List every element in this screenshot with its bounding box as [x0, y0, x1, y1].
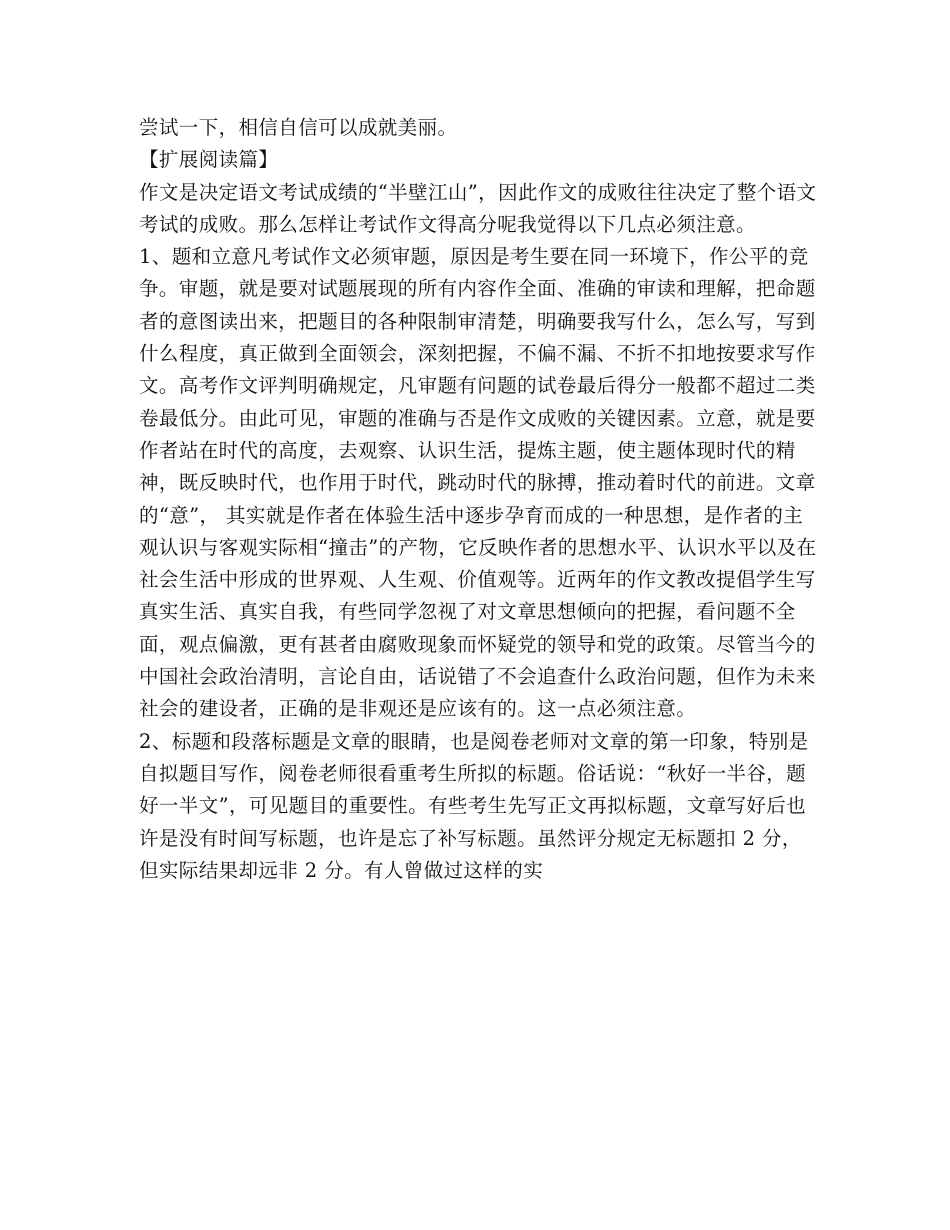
- paragraph: 作文是决定语文考试成绩的“半壁江山”，因此作文的成败往往决定了整个语文考试的成败。那么怎样让考试作文得高分呢我觉得以下几点必须注意。: [139, 180, 817, 236]
- document-body: [139, 112, 819, 887]
- paragraph: 2、标题和段落标题是文章的眼睛，也是阅卷老师对文章的第一印象，特别是自拟题目写作，阅卷老师很看重考生所拟的标题。俗话说：“秋好一半谷，题好一半文”，可见题目的重要性。有些考生先写正文再拟标题，文章写好后也许是没有时间写标题，也许是忘了补写标题。虽然评分规定无标题扣 2 分，但实际结果却远非 2 分。有人曾做过这样的实: [139, 729, 809, 882]
- paragraph: 1、题和立意凡考试作文必须审题，原因是考生要在同一环境下，作公平的竞争。审题，就是要对试题展现的所有内容作全面、准确的审读和理解，把命题者的意图读出来，把题目的各种限制审清楚，明确要我写什么，怎么写，写到什么程度，真正做到全面领会，深刻把握，不偏不漏、不折不扣地按要求写作文。高考作文评判明确规定，凡审题有问题的试卷最后得分一般都不超过二类卷最低分。由此可见，审题的准确与否是作文成败的关键因素。立意，就是要作者站在时代的高度，去观察、认识生活，提炼主题，使主题体现时代的精神，既反映时代，也作用于时代，跳动时代的脉搏，推动着时代的前进。文章的“意”， 其实就是作者在体验生活中逐步孕育而成的一种思想，是作者的主观认识与客观实际相“撞击”的产物，它反映作者的思想水平、认识水平以及在社会生活中形成的世界观、人生观、价值观等。近两年的作文教改提倡学生写真实生活、真实自我，有些同学忽视了对文章思想倾向的把握，看问题不全面，观点偏激，更有甚者由腐败现象而怀疑党的领导和党的政策。尽管当今的中国社会政治清明，言论自由，话说错了不会追查什么政治问题，但作为未来社会的建设者，正确的是非观还是应该有的。这一点必须注意。: [139, 245, 817, 721]
- paragraph-intro-line: 尝试一下，相信自信可以成就美丽。: [139, 116, 458, 139]
- section-heading: 【扩展阅读篇】: [139, 148, 279, 172]
